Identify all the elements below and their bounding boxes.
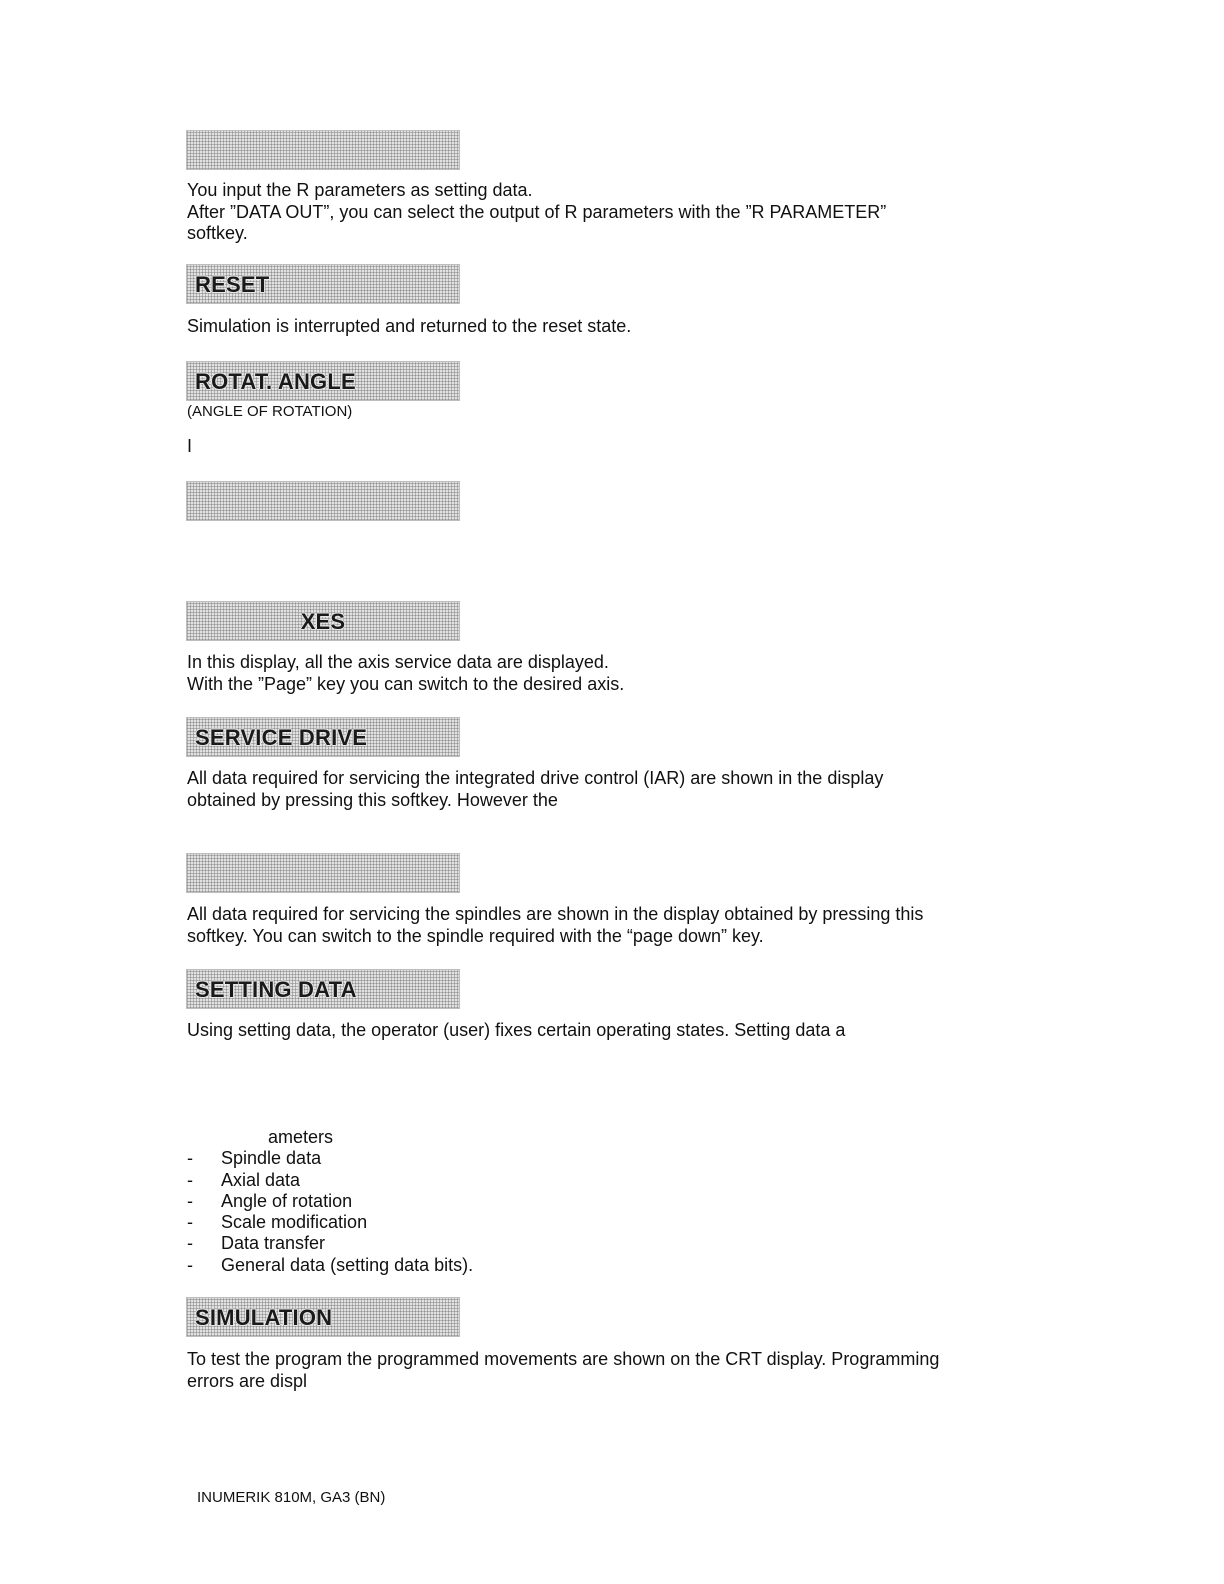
softkey-label: XES bbox=[300, 609, 346, 634]
list-item-text: Axial data bbox=[221, 1169, 301, 1190]
softkey-label: ROTAT. ANGLE bbox=[195, 369, 356, 394]
list-item-text: Data transfer bbox=[221, 1233, 326, 1254]
rotat-angle-subtitle: (ANGLE OF ROTATION) bbox=[187, 403, 353, 420]
list-item-text: General data (setting data bits). bbox=[221, 1254, 474, 1275]
softkey-label: SETTING DATA bbox=[195, 977, 357, 1002]
text-line: I bbox=[187, 436, 193, 456]
service-spindle-paragraph bbox=[187, 904, 923, 947]
text-line: Simulation is interrupted and returned to the reset state. bbox=[187, 316, 632, 336]
simulation-paragraph bbox=[187, 1349, 939, 1392]
softkey-axes bbox=[186, 601, 460, 641]
text-line: softkey. You can switch to the spindle required with the “page down” key. bbox=[187, 925, 764, 946]
list-item-text: Spindle data bbox=[221, 1148, 322, 1169]
text-line: softkey. bbox=[187, 223, 248, 243]
softkey-setting-data bbox=[186, 969, 460, 1009]
text-line: To test the program the programmed movements are shown on the CRT display. Programming bbox=[187, 1349, 940, 1369]
softkey-service-drive bbox=[186, 717, 460, 757]
list-bullet: - bbox=[187, 1212, 193, 1233]
text-line: In this display, all the axis service data are displayed. bbox=[187, 652, 609, 672]
axes-paragraph bbox=[187, 652, 624, 695]
page-footer: INUMERIK 810M, GA3 (BN) bbox=[197, 1489, 386, 1506]
list-item-text: Scale modification bbox=[221, 1212, 368, 1233]
reset-paragraph bbox=[187, 316, 631, 338]
text-line: You input the R parameters as setting data. bbox=[187, 180, 533, 200]
softkey-blank-2 bbox=[186, 481, 460, 521]
list-item-text: ameters bbox=[268, 1127, 334, 1147]
text-line: With the ”Page” key you can switch to the desired axis. bbox=[187, 673, 625, 694]
list-item-text: Angle of rotation bbox=[221, 1190, 353, 1211]
setting-data-paragraph bbox=[187, 1020, 845, 1042]
text-line: All data required for servicing the integrated drive control (IAR) are shown in the display bbox=[187, 768, 884, 788]
text-line: obtained by pressing this softkey. However the bbox=[187, 789, 558, 810]
softkey-reset bbox=[186, 264, 460, 304]
softkey-label: SIMULATION bbox=[195, 1305, 333, 1330]
softkey-blank-1 bbox=[186, 130, 460, 170]
softkey-rotat-angle bbox=[186, 361, 460, 401]
text-line: Using setting data, the operator (user) fixes certain operating states. Setting data a bbox=[187, 1020, 846, 1040]
text-line: errors are displ bbox=[187, 1370, 308, 1391]
softkey-label: SERVICE DRIVE bbox=[195, 725, 368, 750]
softkey-blank-3 bbox=[186, 853, 460, 893]
list-bullet: - bbox=[187, 1190, 193, 1211]
list-bullet: - bbox=[187, 1233, 193, 1254]
text-line: All data required for servicing the spindles are shown in the display obtained by pressing this bbox=[187, 904, 924, 924]
rotat-angle-paragraph bbox=[187, 436, 192, 458]
text-line: After ”DATA OUT”, you can select the output of R parameters with the ”R PARAMETER” bbox=[187, 201, 887, 222]
softkey-simulation bbox=[186, 1297, 460, 1337]
r-parameters-paragraph bbox=[187, 180, 886, 245]
list-bullet: - bbox=[187, 1148, 193, 1169]
softkey-label: RESET bbox=[195, 272, 270, 297]
service-drive-paragraph bbox=[187, 768, 883, 811]
list-bullet: - bbox=[187, 1169, 193, 1190]
list-bullet: - bbox=[187, 1254, 193, 1275]
